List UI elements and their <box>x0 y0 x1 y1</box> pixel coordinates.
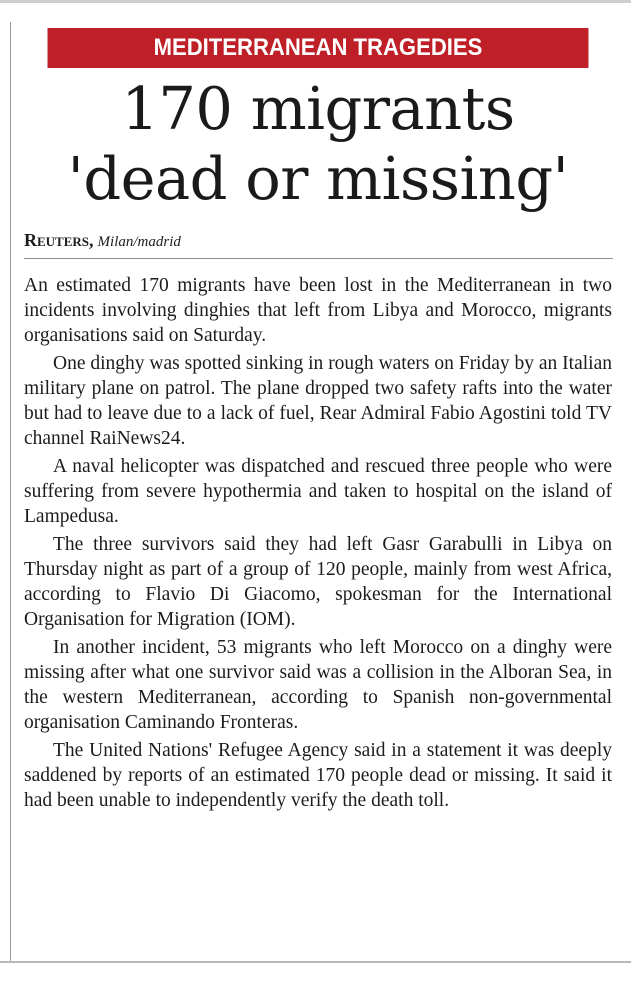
headline-line-1: 170 migrants <box>121 74 515 143</box>
body-paragraph-2: One dinghy was spotted sinking in rough waters on Friday by an Italian military plane on patrol. The plane dropped two safety rafts into the water but had to leave due to a lack of fuel, Rear Admiral Fabio Agostini told TV channel RaiNews24. <box>24 353 612 449</box>
byline-location: Milan/madrid <box>97 234 181 250</box>
body-paragraph-5: In another incident, 53 migrants who left Morocco on a dinghy were missing after what one survivor said was a collision in the Alboran Sea, in the western Mediterranean, according to Spanish non-governmental organisation Caminando Fronteras. <box>24 637 612 733</box>
body-paragraph-3: A naval helicopter was dispatched and rescued three people who were suffering from severe hypothermia and taken to hospital on the island of Lampedusa. <box>24 456 612 527</box>
column-rule-left <box>10 22 11 962</box>
article-headline <box>24 74 612 214</box>
news-article <box>24 28 612 813</box>
byline-agency: Reuters, <box>24 230 94 250</box>
bottom-border <box>0 961 631 963</box>
body-paragraph-6: The United Nations' Refugee Agency said in a statement it was deeply saddened by reports of an estimated 170 people dead or missing. It said it had been unable to independently verify the death toll. <box>24 740 612 811</box>
byline <box>24 230 613 259</box>
top-border <box>0 0 631 3</box>
article-body <box>24 273 612 813</box>
body-paragraph-1: An estimated 170 migrants have been lost in the Mediterranean in two incidents involving dinghies that left from Libya and Morocco, migrants organisations said on Saturday. <box>24 275 612 346</box>
body-paragraph-4: The three survivors said they had left Gasr Garabulli in Libya on Thursday night as part of a group of 120 people, mainly from west Africa, according to Flavio Di Giacomo, spokesman for the International Organisation for Migration (IOM). <box>24 534 612 630</box>
section-kicker: MEDITERRANEAN TRAGEDIES <box>48 28 589 68</box>
headline-line-2: 'dead or missing' <box>67 144 569 213</box>
